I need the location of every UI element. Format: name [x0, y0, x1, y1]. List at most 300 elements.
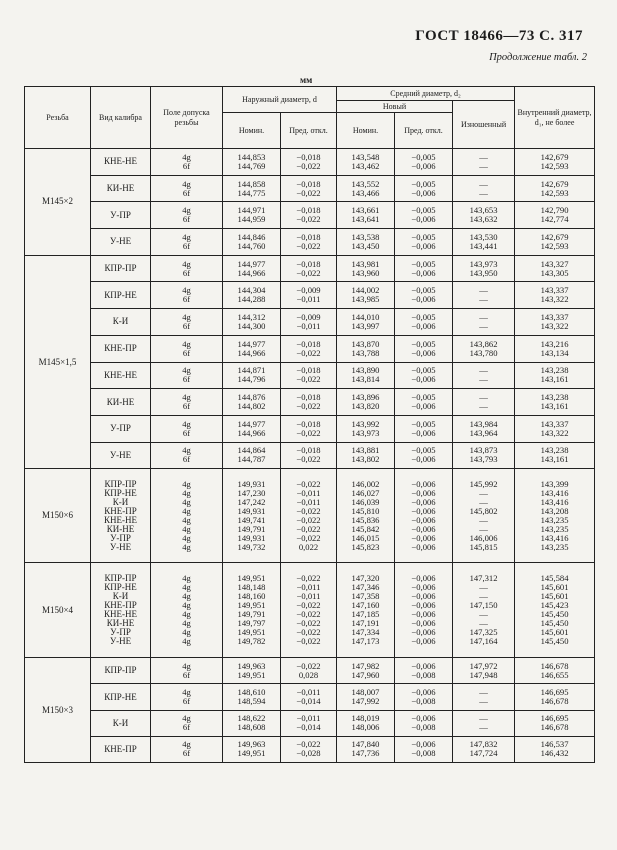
outer-nominal-value: 148,622 [237, 713, 266, 724]
mid-worn-value: — [479, 609, 488, 620]
mid-deviation-value: −0,006 [411, 427, 436, 438]
tolerance-field [151, 736, 223, 762]
outer-nominal-value: 149,963 [237, 739, 266, 750]
mid-worn-value: 143,441 [469, 240, 498, 251]
mid-deviation-value: −0,005 [411, 392, 436, 403]
outer-nominal [223, 309, 281, 336]
mid-worn-value: 147,325 [469, 627, 498, 638]
inner-diameter-value: 143,337 [540, 418, 569, 429]
tolerance-field [151, 335, 223, 362]
outer-deviation [281, 658, 337, 684]
outer-nominal-value: 144,977 [237, 418, 266, 429]
mid-nominal-value: 143,802 [351, 454, 380, 465]
mid-nominal-value: 147,320 [351, 573, 380, 584]
mid-deviation-value: −0,006 [411, 713, 436, 724]
outer-deviation [281, 469, 337, 563]
tolerance-field [151, 149, 223, 176]
inner-diameter-value: 143,322 [540, 427, 569, 438]
mid-worn-value: 145,802 [469, 505, 498, 516]
inner-diameter [515, 149, 595, 176]
mid-deviation-value: −0,006 [411, 609, 436, 620]
outer-deviation-value: −0,022 [296, 427, 321, 438]
outer-deviation-value: −0,011 [296, 320, 321, 331]
outer-nominal-value: 144,966 [237, 347, 266, 358]
mid-nominal [337, 736, 395, 762]
outer-nominal-value: 144,977 [237, 258, 266, 269]
mid-worn-value: 143,780 [469, 347, 498, 358]
mid-worn-value: 143,653 [469, 205, 498, 216]
outer-deviation [281, 389, 337, 416]
mid-nominal-value: 143,896 [351, 392, 380, 403]
outer-nominal [223, 149, 281, 176]
mid-deviation-value: −0,006 [411, 600, 436, 611]
outer-deviation-value: −0,018 [296, 365, 321, 376]
tolerance-field-value: 6f [182, 722, 191, 733]
tolerance-field [151, 362, 223, 389]
caliber-list-value: КНЕ-НЕ [104, 609, 137, 620]
mid-nominal-value: 143,538 [351, 231, 380, 242]
mid-nominal-value: 147,840 [351, 739, 380, 750]
mid-nominal-value: 146,027 [351, 487, 380, 498]
outer-nominal-value: 148,610 [237, 687, 266, 698]
mid-worn-value: — [479, 487, 488, 498]
mid-worn-value: — [479, 311, 488, 322]
tolerance-field-value: 4g [182, 600, 191, 611]
inner-diameter-value: 146,655 [540, 669, 569, 680]
mid-deviation [395, 335, 453, 362]
table-body [25, 149, 595, 763]
mid-deviation-value: −0,006 [411, 582, 436, 593]
outer-nominal-value: 144,304 [237, 285, 266, 296]
mid-nominal-value: 147,982 [351, 660, 380, 671]
outer-nominal-value: 144,300 [237, 320, 266, 331]
outer-deviation-value: −0,018 [296, 258, 321, 269]
mid-nominal [337, 658, 395, 684]
tolerance-field [151, 469, 223, 563]
caliber-list-value: У-НЕ [109, 541, 132, 552]
col-inner-header: Внутренний диаметр, d₁, не более [515, 87, 595, 149]
table-row [25, 229, 595, 256]
mid-worn-value: — [479, 365, 488, 376]
thread-designation: М150×4 [25, 563, 91, 658]
tolerance-field [151, 389, 223, 416]
mid-deviation-value: −0,006 [411, 267, 436, 278]
outer-nominal [223, 736, 281, 762]
mid-nominal [337, 563, 395, 658]
mid-worn-value: — [479, 582, 488, 593]
mid-deviation-value: −0,006 [411, 636, 436, 647]
mid-worn-value: — [479, 618, 488, 629]
mid-nominal-value: 145,842 [351, 523, 380, 534]
mid-nominal [337, 710, 395, 736]
mid-worn-value: — [479, 514, 488, 525]
outer-deviation [281, 149, 337, 176]
outer-deviation [281, 362, 337, 389]
inner-diameter-value: 145,601 [540, 627, 569, 638]
col-outer-dev-header: Пред. откл. [281, 113, 337, 149]
tolerance-field-value: 6f [182, 454, 191, 465]
mid-deviation [395, 710, 453, 736]
caliber-type: КИ-НЕ [91, 389, 151, 416]
table-row [25, 255, 595, 282]
mid-nominal [337, 175, 395, 202]
mid-deviation-value: −0,006 [411, 660, 436, 671]
table-row [25, 415, 595, 442]
mid-nominal-value: 144,010 [351, 311, 380, 322]
inner-diameter-value: 143,161 [540, 374, 569, 385]
inner-diameter-value: 142,790 [540, 205, 569, 216]
mid-deviation-value: −0,006 [411, 374, 436, 385]
mid-nominal-value: 147,346 [351, 582, 380, 593]
mid-worn [453, 710, 515, 736]
mid-nominal-value: 148,007 [351, 687, 380, 698]
mid-nominal [337, 335, 395, 362]
caliber-list-value: У-ПР [110, 627, 131, 638]
table-row [25, 389, 595, 416]
tolerance-field-value: 4g [182, 591, 191, 602]
tolerance-field-value: 4g [182, 573, 191, 584]
mid-nominal-value: 145,810 [351, 505, 380, 516]
tolerance-field [151, 684, 223, 710]
outer-nominal-value: 144,288 [237, 294, 266, 305]
inner-diameter [515, 335, 595, 362]
mid-worn-value: — [479, 722, 488, 733]
outer-deviation-value: −0,022 [296, 609, 321, 620]
outer-deviation-value: −0,022 [296, 478, 321, 489]
outer-nominal-value: 144,853 [237, 151, 266, 162]
outer-deviation-value: −0,022 [296, 514, 321, 525]
inner-diameter-value: 146,678 [540, 722, 569, 733]
outer-nominal-value: 149,951 [237, 573, 266, 584]
caliber-list-value: КНЕ-ПР [104, 600, 137, 611]
inner-diameter-value: 143,305 [540, 267, 569, 278]
mid-nominal-value: 143,552 [351, 178, 380, 189]
mid-worn [453, 442, 515, 469]
outer-deviation [281, 710, 337, 736]
mid-worn-value: 143,530 [469, 231, 498, 242]
caliber-list-value: КПР-ПР [104, 478, 137, 489]
outer-nominal-value: 144,971 [237, 205, 266, 216]
mid-worn-value: — [479, 374, 488, 385]
inner-diameter-value: 142,679 [540, 151, 569, 162]
outer-deviation-value: −0,022 [296, 347, 321, 358]
mid-worn [453, 684, 515, 710]
tolerance-field [151, 415, 223, 442]
outer-deviation-value: −0,022 [296, 600, 321, 611]
outer-deviation-value: −0,018 [296, 445, 321, 456]
mid-worn-value: — [479, 151, 488, 162]
col-outer-header: Наружный диаметр, d [223, 87, 337, 113]
table-row [25, 202, 595, 229]
outer-nominal-value: 148,594 [237, 696, 266, 707]
mid-nominal-value: 143,466 [351, 187, 380, 198]
outer-nominal-value: 144,864 [237, 445, 266, 456]
inner-diameter-value: 146,678 [540, 660, 569, 671]
mid-nominal-value: 147,992 [351, 696, 380, 707]
outer-deviation-value: −0,018 [296, 231, 321, 242]
tolerance-field-value: 4g [182, 151, 191, 162]
col-new-header: Новый [337, 101, 453, 113]
mid-nominal-value: 143,814 [351, 374, 380, 385]
mid-worn-value: — [479, 401, 488, 412]
caliber-type: КНЕ-НЕ [91, 362, 151, 389]
mid-worn [453, 362, 515, 389]
mid-nominal-value: 143,973 [351, 427, 380, 438]
mid-deviation [395, 469, 453, 563]
thread-designation: М145×1,5 [25, 255, 91, 469]
outer-deviation [281, 175, 337, 202]
outer-deviation-value: −0,018 [296, 418, 321, 429]
outer-nominal-value: 144,959 [237, 214, 266, 225]
outer-deviation-value: −0,018 [296, 392, 321, 403]
mid-deviation-value: −0,005 [411, 418, 436, 429]
tolerance-field-value: 4g [182, 505, 191, 516]
table-row [25, 563, 595, 658]
outer-deviation-value: −0,011 [296, 294, 321, 305]
mid-deviation [395, 389, 453, 416]
mid-nominal-value: 143,462 [351, 160, 380, 171]
inner-diameter-value: 143,134 [540, 347, 569, 358]
mid-deviation-value: −0,008 [411, 748, 436, 759]
inner-diameter [515, 389, 595, 416]
mid-nominal-value: 146,039 [351, 496, 380, 507]
mid-deviation [395, 149, 453, 176]
outer-nominal-value: 144,802 [237, 401, 266, 412]
outer-nominal [223, 563, 281, 658]
outer-nominal-value: 149,782 [237, 636, 266, 647]
mid-worn-value: — [479, 687, 488, 698]
caliber-type: К-И [91, 309, 151, 336]
outer-deviation-value: −0,022 [296, 401, 321, 412]
inner-diameter [515, 415, 595, 442]
caliber-type: КНЕ-НЕ [91, 149, 151, 176]
caliber-list-value: КИ-НЕ [106, 523, 135, 534]
inner-diameter [515, 362, 595, 389]
mid-deviation-value: −0,006 [411, 294, 436, 305]
inner-diameter-value: 145,450 [540, 618, 569, 629]
mid-worn-value: 143,973 [469, 258, 498, 269]
inner-diameter-value: 143,327 [540, 258, 569, 269]
outer-deviation-value: 0,022 [298, 541, 319, 552]
tolerance-field-value: 4g [182, 582, 191, 593]
inner-diameter [515, 255, 595, 282]
outer-deviation [281, 736, 337, 762]
mid-deviation-value: −0,006 [411, 401, 436, 412]
outer-deviation-value: −0,014 [296, 696, 321, 707]
caliber-list-value: КПР-ПР [104, 573, 137, 584]
mid-nominal [337, 442, 395, 469]
tolerance-field [151, 658, 223, 684]
outer-nominal-value: 144,760 [237, 240, 266, 251]
mid-deviation [395, 362, 453, 389]
outer-deviation-value: −0,022 [296, 532, 321, 543]
tolerance-field-value: 6f [182, 347, 191, 358]
table-row [25, 710, 595, 736]
caliber-type: КНЕ-ПР [91, 335, 151, 362]
mid-nominal-value: 143,548 [351, 151, 380, 162]
mid-deviation-value: −0,006 [411, 618, 436, 629]
mid-deviation-value: −0,008 [411, 669, 436, 680]
outer-deviation-value: −0,022 [296, 187, 321, 198]
mid-worn-value: — [479, 320, 488, 331]
outer-nominal-value: 149,951 [237, 669, 266, 680]
outer-deviation-value: −0,022 [296, 636, 321, 647]
tolerance-field-value: 4g [182, 636, 191, 647]
outer-nominal [223, 389, 281, 416]
mid-deviation-value: −0,005 [411, 445, 436, 456]
mid-deviation-value: −0,005 [411, 258, 436, 269]
mid-worn-value: 145,815 [469, 541, 498, 552]
mid-deviation-value: −0,005 [411, 151, 436, 162]
mid-deviation-value: −0,005 [411, 311, 436, 322]
outer-deviation-value: −0,011 [296, 713, 321, 724]
mid-deviation [395, 282, 453, 309]
col-outer-nom-header: Номин. [223, 113, 281, 149]
outer-nominal-value: 148,148 [237, 582, 266, 593]
inner-diameter-value: 146,695 [540, 687, 569, 698]
mid-worn-value: — [479, 392, 488, 403]
outer-deviation-value: −0,018 [296, 178, 321, 189]
mid-worn [453, 736, 515, 762]
caliber-type: КПР-НЕ [91, 684, 151, 710]
outer-deviation [281, 563, 337, 658]
col-mid-nom-header: Номин. [337, 113, 395, 149]
col-caliber-header: Вид калибра [91, 87, 151, 149]
tolerance-field [151, 710, 223, 736]
outer-nominal-value: 149,951 [237, 600, 266, 611]
outer-deviation-value: −0,022 [296, 627, 321, 638]
mid-worn-value: — [479, 496, 488, 507]
inner-diameter-value: 143,161 [540, 401, 569, 412]
mid-deviation-value: −0,006 [411, 627, 436, 638]
tolerance-field [151, 255, 223, 282]
mid-nominal-value: 145,823 [351, 541, 380, 552]
mid-deviation-value: −0,006 [411, 532, 436, 543]
inner-diameter [515, 736, 595, 762]
mid-worn-value: — [479, 696, 488, 707]
inner-diameter-value: 143,322 [540, 320, 569, 331]
mid-nominal [337, 309, 395, 336]
table-row [25, 362, 595, 389]
mid-deviation-value: −0,006 [411, 496, 436, 507]
tolerance-field [151, 282, 223, 309]
mid-nominal-value: 143,890 [351, 365, 380, 376]
caliber-type: К-И [91, 710, 151, 736]
caliber-list-value: К-И [112, 591, 129, 602]
caliber-type: У-НЕ [91, 442, 151, 469]
outer-deviation-value: −0,009 [296, 285, 321, 296]
inner-diameter-value: 143,399 [540, 478, 569, 489]
tolerance-field-value: 6f [182, 294, 191, 305]
outer-deviation-value: −0,022 [296, 660, 321, 671]
mid-nominal-value: 143,450 [351, 240, 380, 251]
gauge-thread-table [24, 86, 595, 763]
mid-deviation [395, 442, 453, 469]
caliber-list-value: КПР-НЕ [104, 582, 137, 593]
outer-deviation [281, 202, 337, 229]
mid-deviation-value: −0,006 [411, 514, 436, 525]
mid-worn-value: 147,164 [469, 636, 498, 647]
outer-nominal-value: 147,230 [237, 487, 266, 498]
outer-nominal [223, 175, 281, 202]
mid-nominal [337, 469, 395, 563]
inner-diameter-value: 146,695 [540, 713, 569, 724]
tolerance-field-value: 6f [182, 669, 191, 680]
outer-deviation [281, 415, 337, 442]
outer-nominal [223, 684, 281, 710]
col-mid-header: Средний диаметр, d₂ [337, 87, 515, 101]
caliber-list [91, 469, 151, 563]
inner-diameter-value: 142,593 [540, 187, 569, 198]
outer-deviation-value: −0,009 [296, 311, 321, 322]
mid-deviation-value: −0,006 [411, 523, 436, 534]
caliber-type: У-НЕ [91, 229, 151, 256]
tolerance-field-value: 6f [182, 187, 191, 198]
tolerance-field-value: 6f [182, 748, 191, 759]
inner-diameter [515, 710, 595, 736]
outer-nominal [223, 282, 281, 309]
outer-nominal-value: 149,741 [237, 514, 266, 525]
outer-deviation-value: −0,028 [296, 748, 321, 759]
mid-worn [453, 335, 515, 362]
mid-worn [453, 175, 515, 202]
outer-deviation-value: −0,022 [296, 240, 321, 251]
inner-diameter-value: 143,208 [540, 505, 569, 516]
mid-worn-value: 147,312 [469, 573, 498, 584]
outer-nominal-value: 149,791 [237, 609, 266, 620]
mid-worn-value: 147,150 [469, 600, 498, 611]
outer-deviation-value: −0,022 [296, 523, 321, 534]
outer-deviation [281, 442, 337, 469]
mid-nominal-value: 143,997 [351, 320, 380, 331]
mid-worn [453, 415, 515, 442]
outer-deviation [281, 684, 337, 710]
outer-deviation-value: −0,022 [296, 374, 321, 385]
caliber-type: КПР-ПР [91, 658, 151, 684]
table-row [25, 175, 595, 202]
tolerance-field [151, 202, 223, 229]
caliber-list-value: КПР-НЕ [104, 487, 137, 498]
caliber-type: У-ПР [91, 415, 151, 442]
inner-diameter-value: 145,450 [540, 609, 569, 620]
mid-deviation-value: −0,005 [411, 338, 436, 349]
outer-deviation-value: −0,022 [296, 618, 321, 629]
mid-nominal [337, 202, 395, 229]
mid-deviation-value: −0,006 [411, 739, 436, 750]
inner-diameter-value: 143,235 [540, 514, 569, 525]
table-row [25, 442, 595, 469]
tolerance-field-value: 4g [182, 627, 191, 638]
table-row [25, 335, 595, 362]
mid-nominal [337, 684, 395, 710]
mid-worn-value: 146,006 [469, 532, 498, 543]
inner-diameter-value: 145,601 [540, 591, 569, 602]
tolerance-field-value: 4g [182, 365, 191, 376]
inner-diameter-value: 145,423 [540, 600, 569, 611]
caliber-type: КИ-НЕ [91, 175, 151, 202]
outer-deviation-value: −0,018 [296, 151, 321, 162]
outer-deviation [281, 282, 337, 309]
inner-diameter-value: 143,416 [540, 496, 569, 507]
outer-deviation-value: −0,022 [296, 267, 321, 278]
mid-nominal-value: 143,992 [351, 418, 380, 429]
outer-deviation-value: −0,011 [296, 591, 321, 602]
mid-worn [453, 229, 515, 256]
outer-nominal [223, 229, 281, 256]
tolerance-field-value: 6f [182, 214, 191, 225]
mid-deviation-value: −0,006 [411, 573, 436, 584]
tolerance-field-value: 6f [182, 240, 191, 251]
